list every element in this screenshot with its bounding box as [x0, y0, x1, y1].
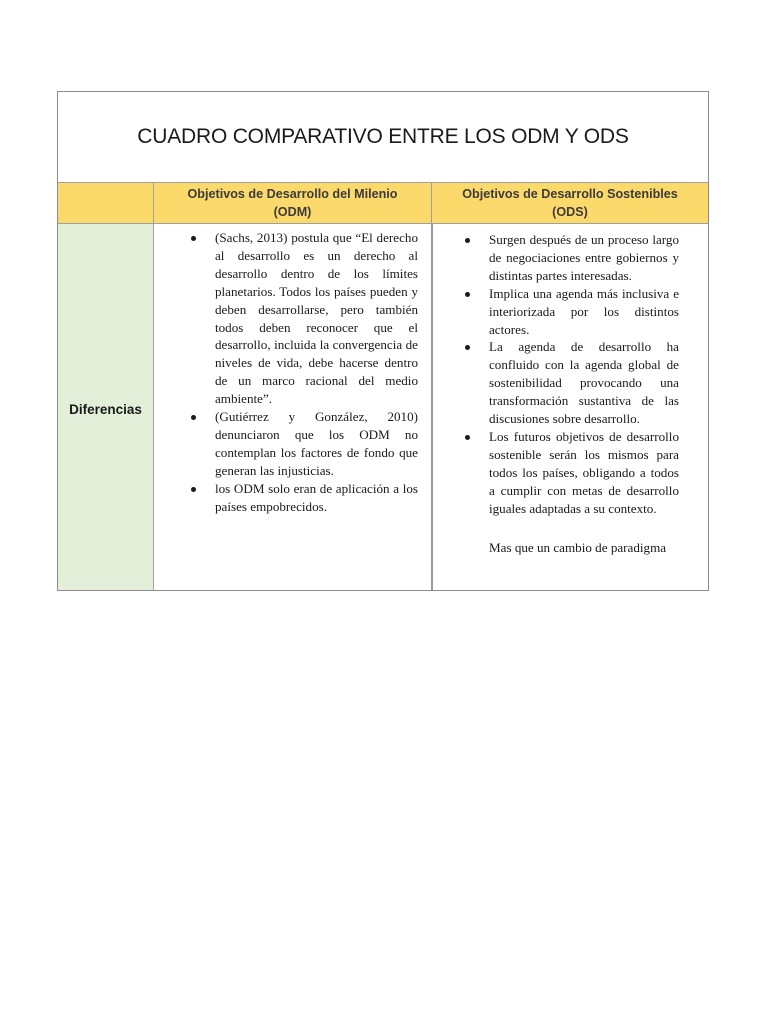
row-label-cell: [58, 224, 154, 590]
list-item: [154, 229, 431, 408]
bullet-icon: [465, 292, 470, 297]
ods-cell: [433, 224, 708, 590]
list-item: [433, 285, 708, 339]
bullet-icon: [191, 487, 196, 492]
ods-item-text: Implica una agenda más inclusiva e interiorizada por los distintos actores.: [489, 285, 679, 337]
odm-item-text: (Sachs, 2013) postula que “El derecho al desarrollo es un derecho al desarrollo dentro de los límites planetarios. Todos los países pueden y deben desarrollarse, pero también todos deben reconocer que el desarrollo, incluida la convergencia de niveles de vida, debe hacerse dentro de un marco racional del medio ambiente”.: [215, 230, 418, 407]
header-odm-line2: (ODM): [273, 205, 312, 219]
header-ods-line2: (ODS): [552, 205, 588, 219]
bullet-icon: [465, 435, 470, 440]
list-item: [154, 480, 431, 516]
list-item: [154, 408, 431, 480]
differences-row: [58, 224, 708, 590]
title-row: [58, 92, 708, 183]
bullet-icon: [191, 236, 196, 241]
odm-list: [154, 224, 431, 516]
comparison-table: [57, 91, 709, 591]
ods-cut-line: [489, 540, 679, 556]
header-ods: [432, 183, 708, 223]
header-empty-cell: [58, 183, 154, 223]
bullet-icon: [191, 415, 196, 420]
ods-cut-text: Mas que un cambio de paradigma: [489, 540, 667, 555]
header-odm: [154, 183, 432, 223]
bullet-icon: [465, 345, 470, 350]
table-title: CUADRO COMPARATIVO ENTRE LOS ODM Y ODS: [137, 125, 629, 148]
list-item: [433, 428, 708, 518]
header-row: [58, 183, 708, 224]
ods-item-text: La agenda de desarrollo ha confluido con la agenda global de sostenibilidad provocando una transformación sustantiva de las discusiones sobre desarrollo.: [489, 339, 679, 427]
ods-item-text: Surgen después de un proceso largo de negociaciones entre gobiernos y distintas partes interesadas.: [489, 232, 679, 283]
header-ods-line1: Objetivos de Desarrollo Sostenibles: [462, 187, 678, 201]
ods-clip: [433, 224, 708, 556]
list-item: [433, 338, 708, 428]
ods-item-text: Los futuros objetivos de desarrollo sostenible serán los mismos para todos los países, obligando a todos a cumplir con metas de desarrollo iguales adaptadas a su contexto.: [489, 428, 679, 516]
header-odm-line1: Objetivos de Desarrollo del Milenio: [187, 187, 398, 201]
odm-cell: [154, 224, 433, 590]
row-label: Diferencias: [69, 401, 142, 417]
list-item: [433, 231, 708, 285]
ods-list: [433, 224, 708, 518]
odm-item-text: los ODM solo eran de aplicación a los países empobrecidos.: [215, 480, 418, 514]
bullet-icon: [465, 238, 470, 243]
odm-item-text: (Gutiérrez y González, 2010) denunciaron que los ODM no contemplan los factores de fondo que generan las injusticias.: [215, 409, 418, 478]
